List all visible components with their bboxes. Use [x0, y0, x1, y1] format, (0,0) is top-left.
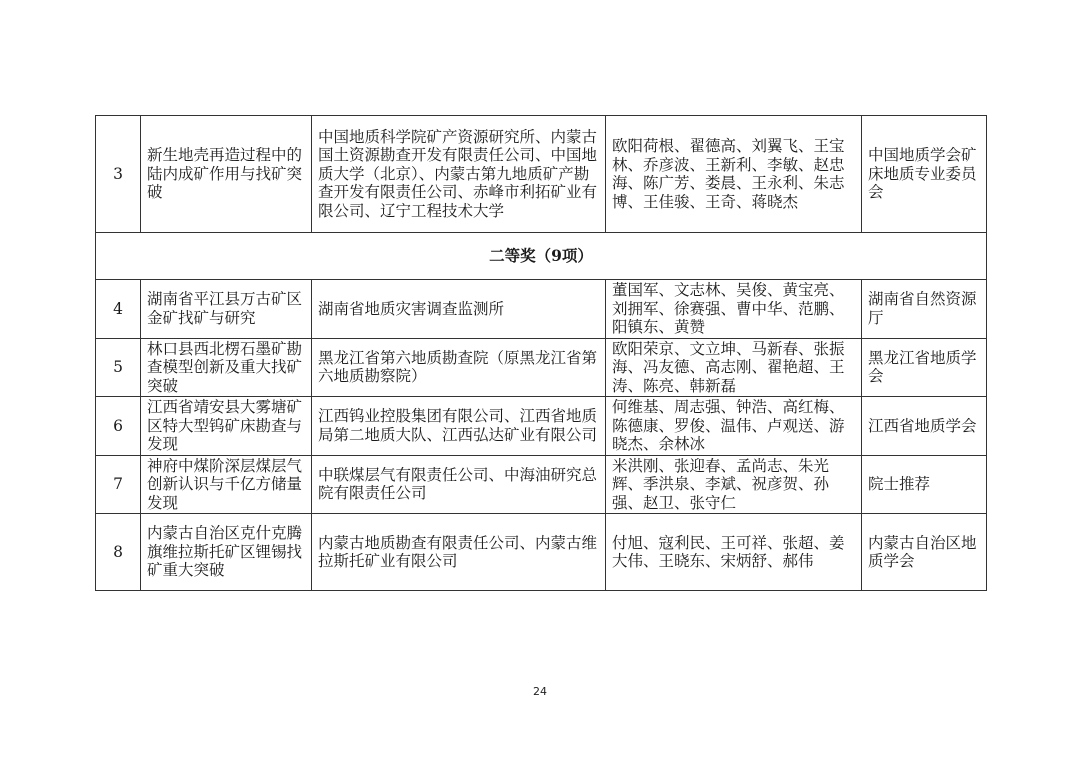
completion-units: 中国地质科学院矿产资源研究所、内蒙古国土资源勘查开发有限责任公司、中国地质大学（北京）、内蒙古第九地质矿产勘查开发有限责任公司、赤峰市利拓矿业有限公司、辽宁工程技术大学 — [312, 116, 606, 233]
row-number: 3 — [96, 116, 141, 233]
nominator: 院士推荐 — [862, 455, 987, 514]
completion-persons: 何维基、周志强、钟浩、高红梅、陈德康、罗俊、温伟、卢观送、游晓杰、余林冰 — [606, 397, 862, 456]
completion-units: 内蒙古地质勘查有限责任公司、内蒙古维拉斯托矿业有限公司 — [312, 514, 606, 591]
nominator: 黑龙江省地质学会 — [862, 338, 987, 397]
nominator: 江西省地质学会 — [862, 397, 987, 456]
table-row — [96, 514, 987, 591]
table-row — [96, 397, 987, 456]
project-name: 林口县西北楞石墨矿勘查模型创新及重大找矿突破 — [141, 338, 312, 397]
row-number: 6 — [96, 397, 141, 456]
completion-units: 中联煤层气有限责任公司、中海油研究总院有限责任公司 — [312, 455, 606, 514]
awards-table — [95, 115, 987, 591]
completion-persons: 欧阳荷根、翟德高、刘翼飞、王宝林、乔彦波、王新利、李敏、赵忠海、陈广芳、娄晨、王永利、朱志博、王佳骏、王奇、蒋晓杰 — [606, 116, 862, 233]
page-number: 24 — [533, 685, 547, 698]
completion-units: 黑龙江省第六地质勘查院（原黑龙江省第六地质勘察院） — [312, 338, 606, 397]
completion-persons: 欧阳荣京、文立坤、马新春、张振海、冯友德、高志刚、翟艳超、王涛、陈亮、韩新磊 — [606, 338, 862, 397]
nominator: 湖南省自然资源厅 — [862, 280, 987, 339]
project-name: 内蒙古自治区克什克腾旗维拉斯托矿区锂锡找矿重大突破 — [141, 514, 312, 591]
table-row — [96, 338, 987, 397]
table-row — [96, 280, 987, 339]
section-row — [96, 233, 987, 280]
project-name: 新生地壳再造过程中的陆内成矿作用与找矿突破 — [141, 116, 312, 233]
table-row — [96, 116, 987, 233]
completion-persons: 米洪刚、张迎春、孟尚志、朱光辉、季洪泉、李斌、祝彦贺、孙强、赵卫、张守仁 — [606, 455, 862, 514]
project-name: 江西省靖安县大雾塘矿区特大型钨矿床勘查与发现 — [141, 397, 312, 456]
project-name: 湖南省平江县万古矿区金矿找矿与研究 — [141, 280, 312, 339]
row-number: 5 — [96, 338, 141, 397]
nominator: 中国地质学会矿床地质专业委员会 — [862, 116, 987, 233]
row-number: 4 — [96, 280, 141, 339]
row-number: 7 — [96, 455, 141, 514]
completion-units: 湖南省地质灾害调查监测所 — [312, 280, 606, 339]
table-row — [96, 455, 987, 514]
completion-units: 江西钨业控股集团有限公司、江西省地质局第二地质大队、江西弘达矿业有限公司 — [312, 397, 606, 456]
nominator: 内蒙古自治区地质学会 — [862, 514, 987, 591]
section-title: 二等奖（9项） — [96, 233, 987, 280]
row-number: 8 — [96, 514, 141, 591]
completion-persons: 董国军、文志林、吴俊、黄宝亮、刘拥军、徐赛强、曹中华、范鹏、阳镇东、黄赞 — [606, 280, 862, 339]
project-name: 神府中煤阶深层煤层气创新认识与千亿方储量发现 — [141, 455, 312, 514]
completion-persons: 付旭、寇利民、王可祥、张超、姜大伟、王晓东、宋炳舒、郝伟 — [606, 514, 862, 591]
